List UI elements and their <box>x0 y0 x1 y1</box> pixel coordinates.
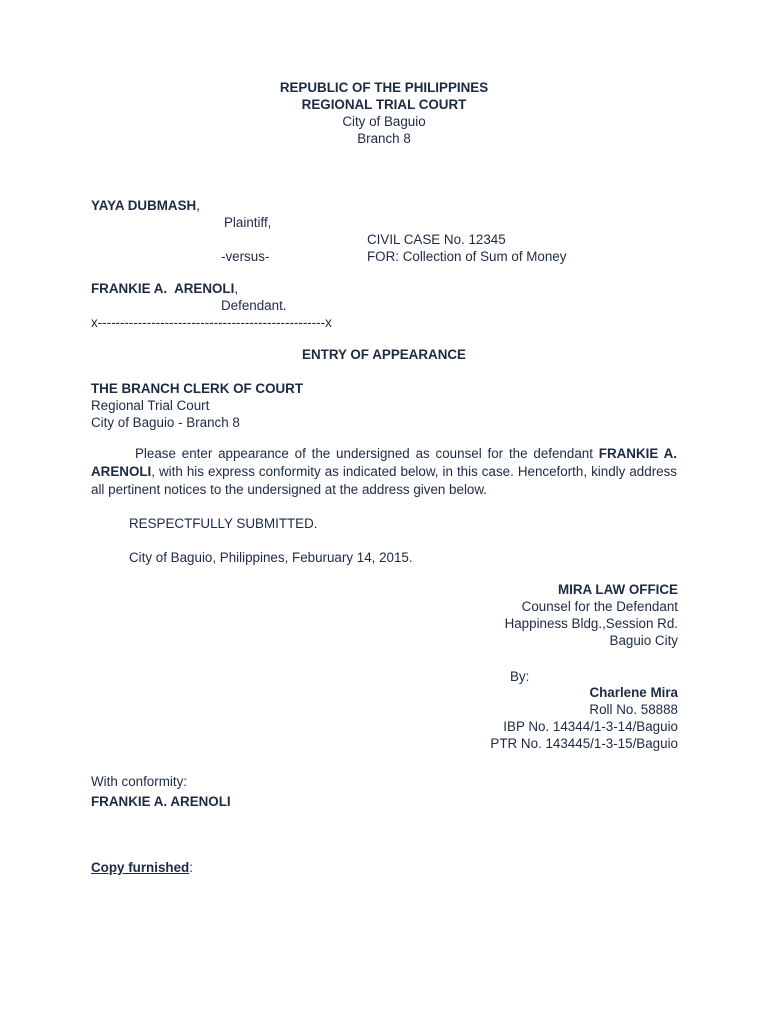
copy-furnished-label: Copy furnished <box>91 860 190 875</box>
caption-separator: x---------------------------------------------------x <box>91 315 332 330</box>
ibp-number: IBP No. 14344/1-3-14/Baguio <box>503 719 678 734</box>
conformity-label: With conformity: <box>91 774 187 789</box>
ptr-number: PTR No. 143445/1-3-15/Baguio <box>490 736 678 751</box>
para-start: Please enter appearance of the undersigned as counsel for the defendant <box>135 446 599 461</box>
plaintiff-role: Plaintiff, <box>224 215 272 230</box>
conformity-name: FRANKIE A. ARENOLI <box>91 794 231 809</box>
plaintiff-name: YAYA DUBMASH <box>91 198 197 213</box>
copy-furnished-colon: : <box>189 860 193 875</box>
case-number: CIVIL CASE No. 12345 <box>367 232 506 247</box>
office-address1: Happiness Bldg.,Session Rd. <box>504 616 678 631</box>
addressee-line1: THE BRANCH CLERK OF COURT <box>91 381 304 396</box>
defendant-role: Defendant. <box>221 298 287 313</box>
by-label: By: <box>510 669 530 684</box>
defendant-line <box>91 280 238 297</box>
place-date: City of Baguio, Philippines, Feburuary 14, 2015. <box>129 550 413 565</box>
document-title: ENTRY OF APPEARANCE <box>302 347 466 362</box>
defendant-comma: , <box>234 281 239 296</box>
case-subject: FOR: Collection of Sum of Money <box>367 249 567 264</box>
versus-label: -versus- <box>221 249 270 264</box>
republic-heading: REPUBLIC OF THE PHILIPPINES <box>279 80 489 95</box>
roll-number: Roll No. 58888 <box>589 702 678 717</box>
office-address2: Baguio City <box>609 633 678 648</box>
addressee-line3: City of Baguio - Branch 8 <box>91 415 240 430</box>
plaintiff-comma: , <box>196 198 200 213</box>
copy-furnished <box>91 859 193 876</box>
attorney-name: Charlene Mira <box>589 685 678 700</box>
law-office-name: MIRA LAW OFFICE <box>557 582 678 597</box>
addressee-line2: Regional Trial Court <box>91 398 210 413</box>
para-end: , with his express conformity as indicated below, in this case. Henceforth, kindly address all pertinent notices to the undersigned at the address given below. <box>91 464 677 497</box>
para-defendant-name: FRANKIE A. ARENOLI <box>91 446 677 479</box>
body-paragraph <box>91 445 677 499</box>
plaintiff-line <box>91 197 200 214</box>
court-branch: Branch 8 <box>357 131 411 146</box>
court-heading: REGIONAL TRIAL COURT <box>301 97 467 112</box>
court-city: City of Baguio <box>342 114 426 129</box>
defendant-name: FRANKIE A. ARENOLI <box>91 281 235 296</box>
counsel-role: Counsel for the Defendant <box>521 599 678 614</box>
respectfully-submitted: RESPECTFULLY SUBMITTED. <box>129 516 318 531</box>
